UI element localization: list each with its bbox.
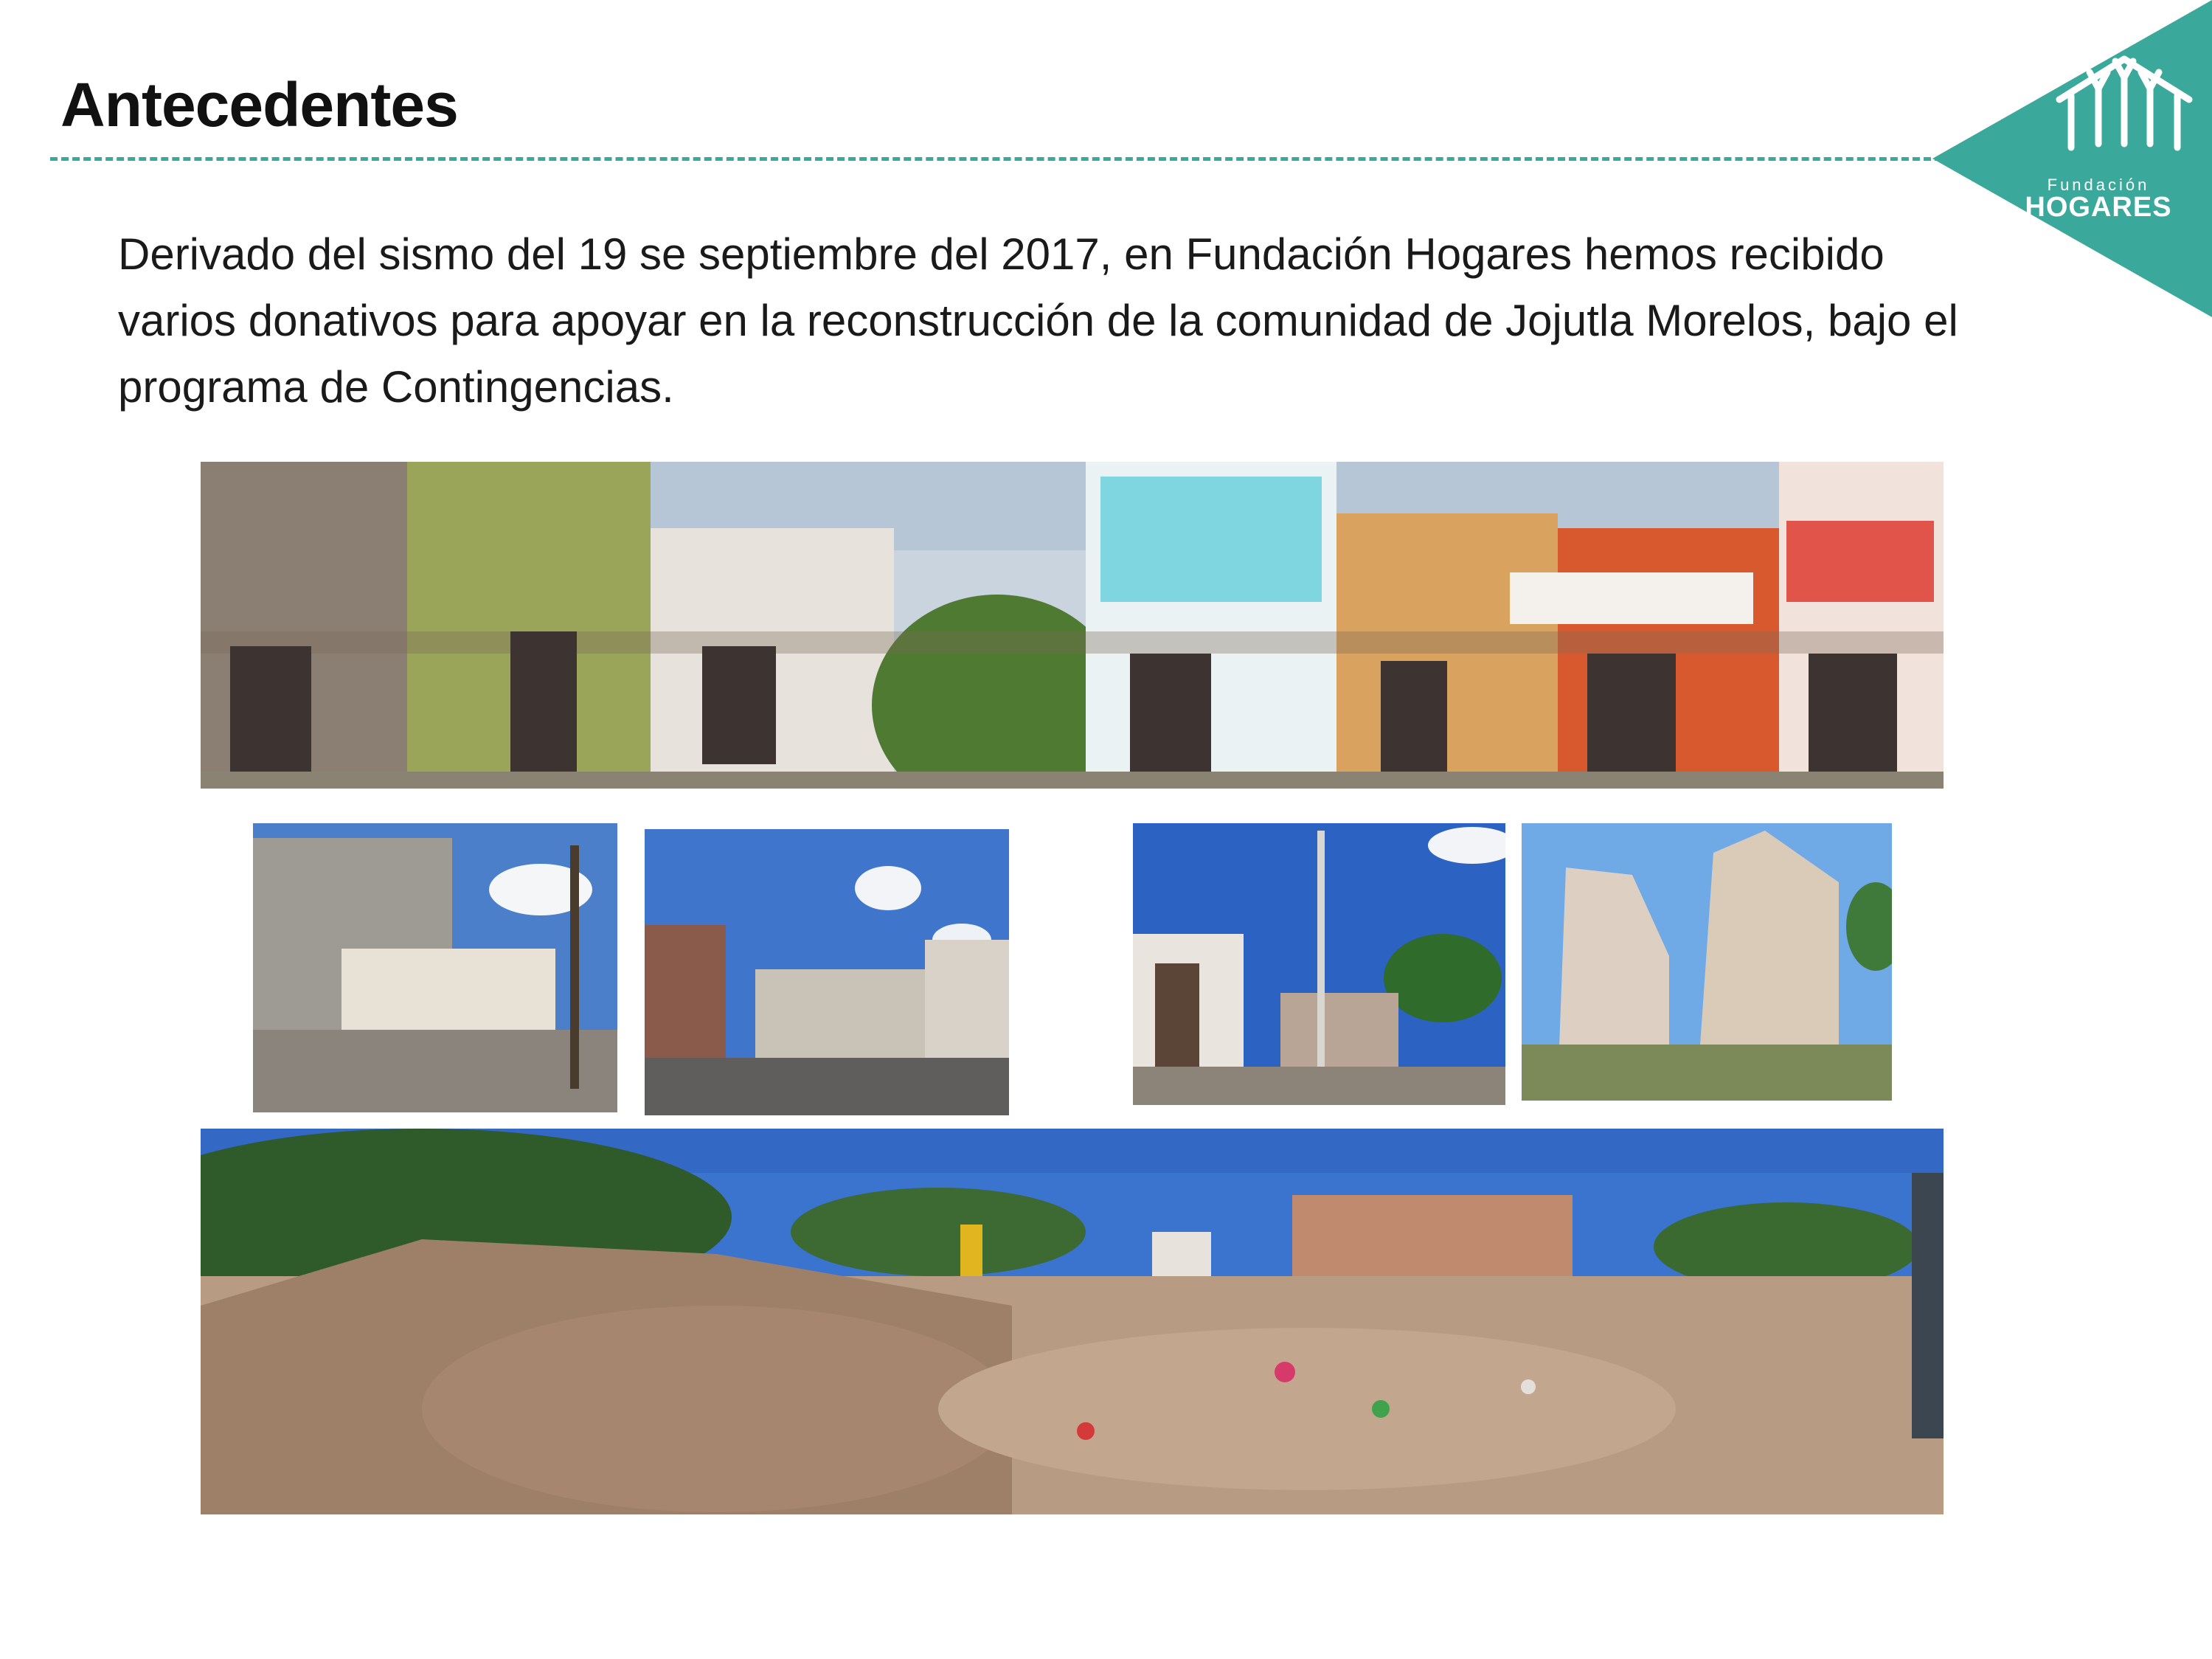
logo-text-fundacion: Fundación xyxy=(2047,176,2150,194)
photo-cleared-lot-street xyxy=(645,829,1009,1115)
photo-damaged-street-houses xyxy=(201,462,1944,789)
title-divider xyxy=(50,157,1942,161)
page-title: Antecedentes xyxy=(60,70,458,139)
photo-rubble-street-pole xyxy=(1133,823,1505,1105)
intro-paragraph: Derivado del sismo del 19 se septiembre del 2017, en Fundación Hogares hemos recibido varios donativos para apoyar en la reconstrucción de la comunidad de Jojutla Morelos, bajo el programa de Contingencias. xyxy=(118,229,1958,412)
photo-rubble-field-panorama xyxy=(201,1129,1944,1514)
photo-collapsed-corner xyxy=(253,823,617,1112)
logo-text-hogares: HOGARES xyxy=(2025,192,2172,223)
photo-ruined-walls xyxy=(1522,823,1892,1101)
